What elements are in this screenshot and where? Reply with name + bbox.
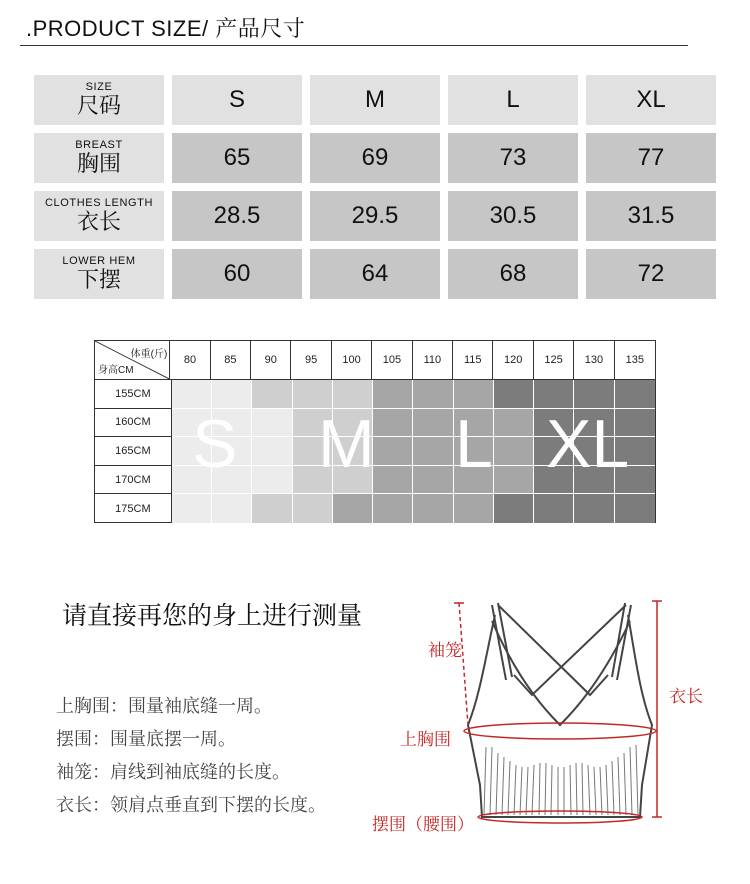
row-label-cn: 尺码 — [76, 93, 121, 118]
table-cell: XL — [586, 75, 716, 125]
row-label — [34, 133, 164, 183]
row-label-cn: 衣长 — [76, 209, 121, 234]
grid-cell-s — [252, 466, 292, 495]
row-label-en: LOWER HEM — [62, 255, 136, 267]
grid-cell-l — [494, 466, 534, 495]
height-axis-label: 身高CM — [98, 365, 134, 376]
table-cell: 65 — [172, 133, 302, 183]
weight-cell: 85 — [211, 341, 251, 380]
grid-cell-s — [252, 437, 292, 466]
table-cell: 29.5 — [310, 191, 440, 241]
table-cell: 28.5 — [172, 191, 302, 241]
table-cell: 73 — [448, 133, 578, 183]
row-label-cn: 下摆 — [76, 267, 121, 292]
measure-item-key: 上胸围： — [56, 696, 128, 716]
grid-cell-l — [333, 494, 373, 523]
grid-cell-xl — [494, 380, 534, 409]
table-cell: 60 — [172, 249, 302, 299]
height-cell: 175CM — [95, 494, 172, 523]
row-label — [34, 249, 164, 299]
height-cell: 170CM — [95, 466, 172, 495]
row-label — [34, 75, 164, 125]
row-label-cn: 胸围 — [76, 151, 121, 176]
size-table-row — [34, 75, 716, 125]
grid-cell-l — [413, 494, 453, 523]
grid-row — [95, 494, 655, 523]
grid-corner — [95, 341, 170, 380]
measure-title: 请直接再您的身上进行测量 — [62, 602, 363, 630]
weight-cell: 120 — [493, 341, 533, 380]
measure-item-text: 肩线到袖底缝的长度。 — [110, 762, 290, 782]
table-cell: 64 — [310, 249, 440, 299]
table-cell: S — [172, 75, 302, 125]
measure-item-text: 领肩点垂直到下摆的长度。 — [110, 795, 326, 815]
grid-cell-l — [413, 437, 453, 466]
grid-cell-l — [373, 409, 413, 438]
grid-cell-l — [494, 409, 534, 438]
grid-cell-m — [293, 494, 333, 523]
grid-cell-l — [413, 380, 453, 409]
height-cell: 155CM — [95, 380, 172, 409]
size-letter-xl: XL — [546, 406, 630, 482]
size-table-row — [34, 133, 716, 183]
grid-cell-l — [413, 466, 453, 495]
weight-cell: 105 — [372, 341, 412, 380]
measure-item-key: 衣长： — [56, 795, 110, 815]
table-cell: L — [448, 75, 578, 125]
weight-cell: 130 — [574, 341, 614, 380]
grid-cell-xl — [574, 494, 614, 523]
grid-cell-m — [252, 380, 292, 409]
size-letter-l: L — [455, 406, 493, 482]
table-cell: 69 — [310, 133, 440, 183]
grid-cell-l — [373, 437, 413, 466]
size-letter-s: S — [192, 406, 238, 482]
size-letter-m: M — [318, 406, 375, 482]
weight-cell: 135 — [615, 341, 655, 380]
grid-cell-s — [172, 494, 212, 523]
weight-axis-label: 体重(斤) — [130, 349, 168, 360]
table-cell: 72 — [586, 249, 716, 299]
grid-cell-s — [212, 494, 252, 523]
height-cell: 165CM — [95, 437, 172, 466]
weight-cell: 125 — [534, 341, 574, 380]
length-measure-line — [652, 601, 662, 817]
weight-header — [170, 341, 655, 380]
size-table-row — [34, 249, 716, 299]
weight-cell: 100 — [332, 341, 372, 380]
grid-cell-s — [252, 409, 292, 438]
measure-item — [56, 692, 272, 718]
table-cell: M — [310, 75, 440, 125]
row-label-en: SIZE — [85, 81, 113, 93]
ribbed-band — [484, 745, 638, 815]
grid-cell-l — [373, 466, 413, 495]
grid-cell-l — [454, 494, 494, 523]
sleeve-measure-line — [454, 603, 468, 725]
sports-bra-diagram — [440, 595, 680, 840]
measure-item-text: 围量袖底缝一周。 — [128, 696, 272, 716]
row-label-en: CLOTHES LENGTH — [44, 197, 154, 209]
weight-cell: 115 — [453, 341, 493, 380]
measure-item — [56, 791, 326, 817]
measure-item-text: 围量底摆一周。 — [110, 729, 236, 749]
grid-header-row — [95, 341, 655, 380]
header-divider — [20, 45, 688, 46]
table-cell: 31.5 — [586, 191, 716, 241]
height-cell: 160CM — [95, 409, 172, 438]
grid-cell-l — [373, 380, 413, 409]
table-cell: 68 — [448, 249, 578, 299]
chest-label: 上胸围 — [400, 730, 451, 749]
weight-cell: 90 — [251, 341, 291, 380]
table-cell: 30.5 — [448, 191, 578, 241]
grid-cell-xl — [615, 494, 655, 523]
table-cell: 77 — [586, 133, 716, 183]
weight-cell: 110 — [413, 341, 453, 380]
grid-cell-xl — [534, 494, 574, 523]
length-label: 衣长 — [669, 687, 703, 706]
grid-cell-l — [413, 409, 453, 438]
sleeve-label: 袖笼 — [428, 641, 462, 660]
size-table — [34, 75, 716, 307]
grid-cell-l — [494, 437, 534, 466]
row-label-en: BREAST — [75, 139, 123, 151]
weight-cell: 80 — [170, 341, 210, 380]
grid-cell-l — [373, 494, 413, 523]
measure-item-key: 袖笼： — [56, 762, 110, 782]
row-label — [34, 191, 164, 241]
grid-cell-xl — [494, 494, 534, 523]
measure-item — [56, 725, 236, 751]
page-title: .PRODUCT SIZE/ 产品尺寸 — [26, 16, 306, 41]
size-table-row — [34, 191, 716, 241]
weight-cell: 95 — [291, 341, 331, 380]
hem-label: 摆围（腰围） — [372, 815, 474, 834]
measure-item — [56, 758, 290, 784]
measure-item-key: 摆围： — [56, 729, 110, 749]
grid-cell-m — [252, 494, 292, 523]
